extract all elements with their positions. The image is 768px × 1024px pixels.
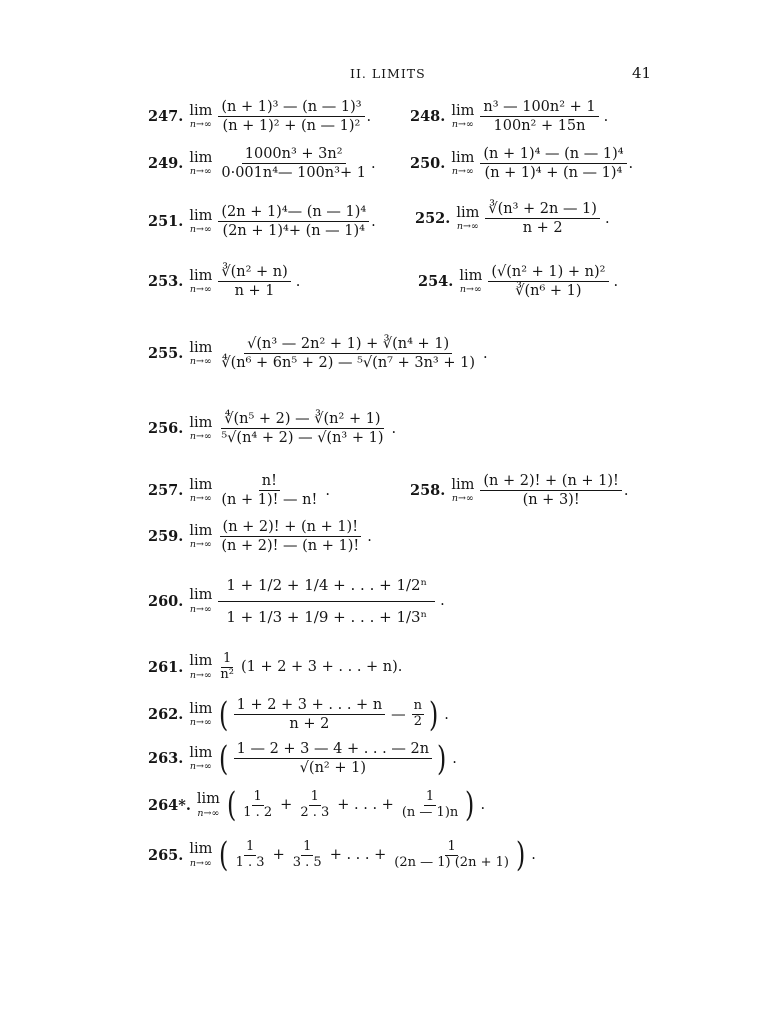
limit-operator: lim n→∞ (189, 149, 213, 178)
limit-operator: lim n→∞ (451, 476, 475, 505)
left-paren: ( (219, 738, 229, 779)
fraction: $\frac{1}{2 . 3}$ (300, 788, 330, 820)
problem-number: 265. (148, 846, 184, 864)
problem-255: 255. lim n→∞ √(n³ — 2n² + 1) + ∛(n⁴ + 1) ∜(n⁶ + 6n⁵ + 2) — ⁵√(n⁷ + 3n³ + 1) . (148, 336, 488, 372)
fraction: (n + 2)! + (n + 1)! (n + 2)! — (n + 1)! (221, 519, 360, 555)
problem-number: 263. (148, 750, 184, 768)
fraction: (n + 1)⁴ — (n — 1)⁴ (n + 1)⁴ + (n — 1)⁴ (480, 145, 626, 182)
fraction: 1 + 2 + 3 + . . . + n n + 2 (234, 696, 386, 733)
fraction: (n + 2)! + (n + 1)! (n + 3)! (480, 472, 622, 509)
left-paren: ( (219, 835, 229, 875)
problem-258: 258. lim n→∞ (n + 2)! + (n + 1)! (n + 3)! . (410, 473, 629, 509)
problem-249: 249. lim n→∞ 1000n³ + 3n² 0·001n⁴— 100n³+ 1 . (148, 146, 376, 182)
limit-operator: lim n→∞ (189, 476, 213, 505)
page-number: 41 (632, 64, 652, 82)
limit-operator: lim n→∞ (451, 149, 475, 178)
right-paren: ) (437, 738, 447, 779)
fraction: n 2 (413, 698, 423, 730)
problem-262: 262. lim n→∞ ( 1 + 2 + 3 + . . . + n n + 2 — n 2 ) . (148, 694, 449, 735)
problem-259: 259. lim n→∞ (n + 2)! + (n + 1)! (n + 2)! — (n + 1)! . (148, 519, 372, 555)
problem-number: 251. (148, 213, 184, 231)
fraction: (√(n² + 1) + n)² ∛(n⁶ + 1) (488, 263, 608, 300)
coefficient-fraction: 1 n² (220, 651, 234, 682)
fraction: ∛(n³ + 2n — 1) n + 2 (485, 200, 600, 237)
limit-operator: lim n→∞ (189, 744, 213, 773)
right-paren: ) (515, 835, 526, 875)
problem-number: 249. (148, 155, 184, 173)
fraction: 1 1 . 2 (243, 788, 273, 820)
left-paren: ( (219, 694, 229, 735)
limit-operator: lim n→∞ (189, 102, 213, 131)
problem-260: 260. lim n→∞ 1 + 1/2 + 1/4 + . . . + 1/2ⁿ 1 + 1/3 + 1/9 + . . . + 1/3ⁿ . (148, 570, 445, 633)
limit-operator: lim n→∞ (451, 102, 475, 131)
limit-operator: lim n→∞ (189, 522, 213, 551)
problem-number: 260. (148, 592, 184, 610)
problem-number: 257. (148, 482, 184, 500)
problem-number: 261. (148, 658, 184, 676)
problem-number: 259. (148, 528, 184, 546)
problem-number: 255. (148, 345, 184, 363)
limit-operator: lim n→∞ (459, 267, 483, 296)
problem-256: 256. lim n→∞ ∜(n⁵ + 2) — ∛(n² + 1) ⁵√(n⁴ + 2) — √(n³ + 1) . (148, 411, 397, 447)
problem-247: 247. lim n→∞ (n + 1)³ — (n — 1)³ (n + 1)² + (n — 1)² . (148, 99, 372, 135)
fraction: $\frac{1}{(n — 1)n}$ (401, 788, 459, 820)
problem-264: 264*. lim n→∞ ( 1 1 . 2 + $\frac{1}{2 . 3}$ + . . . + $\frac{1}{(n — 1)n}$ ) . (148, 785, 486, 825)
fraction: 1 1 . 3 (235, 838, 265, 870)
problem-251: 251. lim n→∞ (2n + 1)⁴— (n — 1)⁴ (2n + 1)⁴+ (n — 1)⁴ . (148, 204, 376, 240)
problem-number: 264*. (148, 796, 191, 814)
fraction: 1 + 1/2 + 1/4 + . . . + 1/2ⁿ 1 + 1/3 + 1/9 + . . . + 1/3ⁿ (218, 570, 435, 633)
problem-number: 256. (148, 420, 184, 438)
problem-number: 254. (418, 273, 454, 291)
problem-265: 265. lim n→∞ ( 1 1 . 3 + $\frac{1}{3 . 5}$ + . . . + $\frac{1}{(2n — 1) (2n + 1)}$ ) . (148, 835, 536, 875)
running-header: II. LIMITS (350, 66, 426, 81)
fraction: (n + 1)³ — (n — 1)³ (n + 1)² + (n — 1)² (218, 98, 364, 135)
left-paren: ( (226, 785, 237, 825)
fraction: n! (n + 1)! — n! (221, 473, 318, 509)
limit-operator: lim n→∞ (189, 207, 213, 236)
limit-operator: lim n→∞ (189, 587, 213, 615)
fraction: ∜(n⁵ + 2) — ∛(n² + 1) ⁵√(n⁴ + 2) — √(n³ + 1) (221, 411, 384, 447)
fraction: n³ — 100n² + 1 100n² + 15n (480, 98, 598, 135)
problem-number: 252. (415, 210, 451, 228)
problem-number: 250. (410, 155, 446, 173)
limit-operator: lim n→∞ (189, 700, 213, 729)
right-paren: ) (429, 694, 439, 735)
limit-operator: lim n→∞ (189, 841, 213, 869)
limit-operator: lim n→∞ (456, 204, 480, 233)
limit-operator: lim n→∞ (196, 791, 220, 819)
limit-operator: lim n→∞ (189, 653, 213, 681)
fraction: ∛(n² + n) n + 1 (218, 263, 290, 300)
right-paren: ) (465, 785, 475, 825)
problem-253: 253. lim n→∞ ∛(n² + n) n + 1 . (148, 264, 301, 300)
problem-number: 253. (148, 273, 184, 291)
limit-operator: lim n→∞ (189, 414, 213, 443)
problem-number: 247. (148, 108, 184, 126)
problem-248: 248. lim n→∞ n³ — 100n² + 1 100n² + 15n . (410, 99, 609, 135)
fraction: 1 — 2 + 3 — 4 + . . . — 2n √(n² + 1) (234, 740, 432, 777)
problem-261: 261. lim n→∞ 1 n² (1 + 2 + 3 + . . . + n). (148, 651, 403, 682)
fraction: 1000n³ + 3n² 0·001n⁴— 100n³+ 1 (221, 146, 366, 182)
problem-263: 263. lim n→∞ ( 1 — 2 + 3 — 4 + . . . — 2n √(n² + 1) ) . (148, 738, 457, 779)
problem-250: 250. lim n→∞ (n + 1)⁴ — (n — 1)⁴ (n + 1)⁴ + (n — 1)⁴ . (410, 146, 634, 182)
fraction: $\frac{1}{3 . 5}$ (292, 838, 322, 870)
problem-number: 248. (410, 108, 446, 126)
fraction: √(n³ — 2n² + 1) + ∛(n⁴ + 1) ∜(n⁶ + 6n⁵ + 2) — ⁵√(n⁷ + 3n³ + 1) (221, 336, 475, 372)
limit-operator: lim n→∞ (189, 267, 213, 296)
limit-operator: lim n→∞ (189, 339, 213, 368)
problem-number: 262. (148, 706, 184, 724)
fraction: (2n + 1)⁴— (n — 1)⁴ (2n + 1)⁴+ (n — 1)⁴ (218, 203, 369, 240)
problem-252: 252. lim n→∞ ∛(n³ + 2n — 1) n + 2 . (415, 201, 610, 237)
problem-254: 254. lim n→∞ (√(n² + 1) + n)² ∛(n⁶ + 1) . (418, 264, 619, 300)
problem-number: 258. (410, 482, 446, 500)
problem-257: 257. lim n→∞ n! (n + 1)! — n! . (148, 473, 330, 509)
fraction: $\frac{1}{(2n — 1) (2n + 1)}$ (394, 838, 509, 870)
